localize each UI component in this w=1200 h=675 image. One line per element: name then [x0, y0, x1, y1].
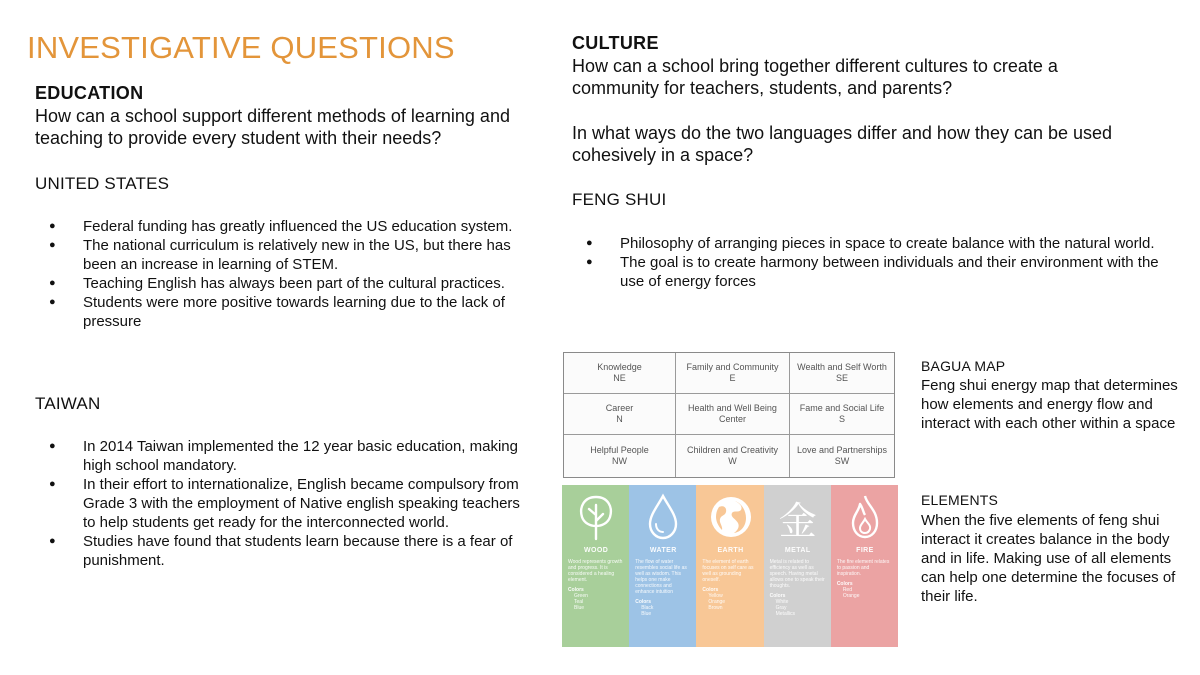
taiwan-heading: TAIWAN — [35, 394, 101, 413]
list-item: ● Studies have found that students learn because there is a fear of punishment. — [35, 532, 530, 570]
list-item: ● The national curriculum is relatively new in the US, but there has been an increase in learning of STEM. — [35, 236, 530, 274]
list-item: ● Students were more positive towards learning due to the lack of pressure — [35, 293, 530, 331]
element-column-metal — [764, 485, 831, 647]
bagua-cell — [564, 394, 676, 435]
element-column-fire — [831, 485, 898, 647]
element-colors-label: Colors — [568, 587, 584, 593]
element-description: The fire element relates to passion and inspiration. — [836, 559, 890, 577]
bagua-cell-direction: S — [838, 414, 845, 424]
bagua-cell — [790, 394, 894, 435]
bagua-cell-direction: NW — [612, 456, 627, 466]
bagua-map-image — [563, 352, 895, 478]
bagua-cell-name: Fame and Social Life — [799, 403, 885, 413]
element-color-item: Orange — [708, 599, 726, 605]
bagua-cell — [564, 353, 676, 394]
element-color-item: Blue — [641, 611, 652, 617]
list-item: ● In their effort to internationalize, English became compulsory from Grade 3 with the employment of Native english speaking teachers to help students get ready for the interconnected world. — [35, 475, 530, 532]
element-column-water — [629, 485, 696, 647]
tree-icon — [568, 491, 624, 543]
bagua-cell-direction: E — [729, 373, 736, 383]
element-color-item: Gray — [775, 605, 787, 611]
element-color-item: Metallics — [775, 611, 796, 617]
bagua-cell-name: Knowledge — [597, 362, 642, 372]
element-name: WOOD — [584, 547, 609, 554]
list-item: ● In 2014 Taiwan implemented the 12 year basic education, making high school mandatory. — [35, 437, 530, 475]
bagua-cell-name: Career — [605, 403, 634, 413]
element-colors-label: Colors — [769, 593, 786, 599]
element-color-item: Brown — [708, 605, 723, 611]
bagua-cell-direction: W — [728, 456, 737, 466]
bagua-cell-name: Wealth and Self Worth — [797, 362, 887, 372]
bagua-cell-direction: N — [616, 414, 623, 424]
water-drop-icon — [635, 491, 691, 543]
element-color-item: Yellow — [708, 593, 723, 599]
metal-glyph-icon — [770, 491, 826, 543]
elements-heading: ELEMENTS — [921, 492, 999, 508]
element-name: METAL — [784, 547, 811, 554]
element-color-item: Red — [842, 587, 852, 593]
bagua-cell — [790, 353, 894, 394]
element-color-item: Black — [641, 605, 654, 611]
bagua-cell-direction: Center — [718, 414, 746, 424]
element-name: EARTH — [717, 547, 744, 554]
element-column-earth — [696, 485, 763, 647]
united-states-heading: UNITED STATES — [35, 174, 170, 193]
element-colors-label: Colors — [702, 587, 719, 593]
list-item: ● Federal funding has greatly influenced the US education system. — [35, 217, 530, 236]
element-description: The element of earth focuses on self care as well as grounding oneself. — [702, 559, 754, 583]
bagua-map-caption: Feng shui energy map that determines how elements and energy flow and interact with each other within a space — [921, 377, 1178, 432]
bagua-cell — [676, 394, 790, 435]
bagua-cell-name: Love and Partnerships — [796, 445, 888, 455]
element-description: Wood represents growth and progress. It is considered a healing element. — [568, 559, 623, 583]
element-glyph: 金 — [778, 498, 817, 543]
bagua-cell-name: Children and Creativity — [686, 445, 779, 455]
bagua-map-heading: BAGUA MAP — [921, 358, 1006, 374]
element-color-item: Orange — [842, 593, 860, 599]
element-color-item: White — [775, 599, 789, 605]
element-color-item: Blue — [574, 605, 585, 611]
bagua-cell-direction: NE — [613, 373, 626, 383]
element-description: Metal is related to efficiency as well as speech. Having metal allows one to speak their thoughts. — [769, 559, 825, 589]
feng-shui-list — [572, 234, 1182, 291]
element-name: FIRE — [856, 547, 874, 554]
list-item: ● Teaching English has always been part of the cultural practices. — [35, 274, 530, 293]
element-color-item: Teal — [574, 599, 584, 605]
taiwan-list — [35, 437, 530, 570]
united-states-list — [35, 217, 530, 331]
bagua-cell-name: Helpful People — [590, 445, 649, 455]
bagua-cell-direction: SW — [834, 456, 850, 466]
five-elements-image — [562, 485, 898, 647]
slide-title: INVESTIGATIVE QUESTIONS — [27, 30, 455, 65]
bagua-cell — [676, 435, 790, 477]
education-heading: EDUCATION — [35, 83, 144, 103]
bagua-cell — [676, 353, 790, 394]
element-color-item: Green — [574, 593, 588, 599]
education-question: How can a school support different methods of learning and teaching to provide every student with their needs? — [35, 106, 510, 148]
list-item: ● The goal is to create harmony between individuals and their environment with the use of energy forces — [572, 253, 1182, 291]
culture-question-1: How can a school bring together different cultures to create a community for teachers, students, and parents? — [572, 56, 1058, 98]
element-colors-label: Colors — [836, 581, 853, 587]
culture-heading: CULTURE — [572, 33, 659, 53]
flame-icon — [837, 491, 893, 543]
feng-shui-heading: FENG SHUI — [572, 190, 667, 209]
bagua-cell-direction: SE — [835, 373, 848, 383]
elements-caption: When the five elements of feng shui interact it creates balance in the body and in life. Making use of all elements can help one determine the focuses of their life. — [921, 512, 1176, 605]
bagua-cell-name: Family and Community — [686, 362, 779, 372]
bagua-cell-name: Health and Well Being — [688, 403, 777, 413]
culture-question-2: In what ways do the two languages differ and how they can be used cohesively in a space? — [572, 123, 1113, 165]
bagua-cell — [564, 435, 676, 477]
element-description: The flow of water resembles social life as well as wisdom. This helps one make connections and enhance intuition — [635, 559, 687, 595]
list-item: ● Philosophy of arranging pieces in space to create balance with the natural world. — [572, 234, 1182, 253]
element-colors-label: Colors — [635, 599, 652, 605]
element-name: WATER — [649, 547, 677, 554]
bagua-cell — [790, 435, 894, 477]
element-column-wood — [562, 485, 629, 647]
globe-icon — [702, 491, 758, 543]
